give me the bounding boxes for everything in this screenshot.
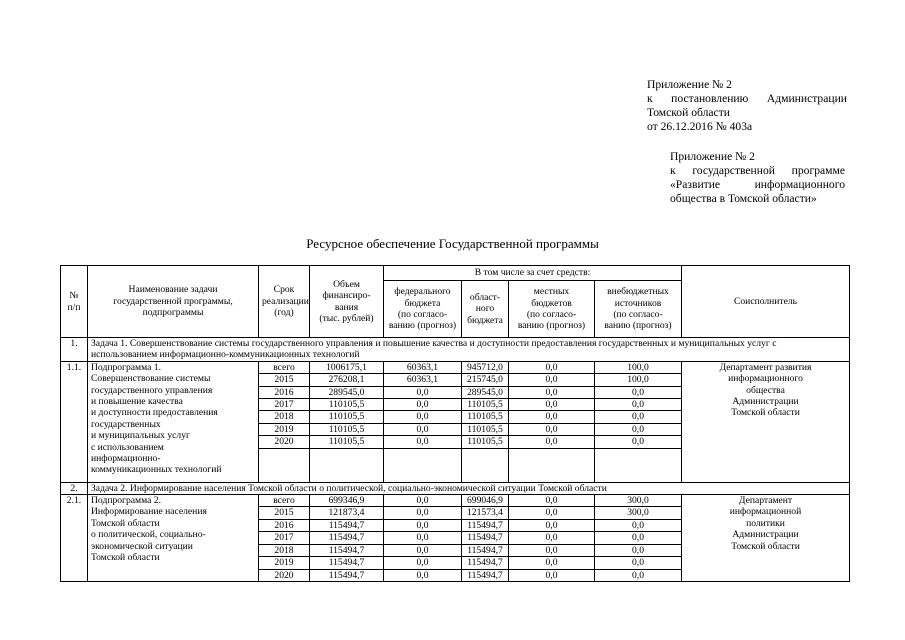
appendix-line: от 26.12.2016 № 403а <box>647 120 753 133</box>
cell-local: 0,0 <box>509 544 595 556</box>
cell-offbudget: 300,0 <box>595 495 682 507</box>
header-num: № п/п <box>61 266 88 338</box>
cell-local: 0,0 <box>509 569 595 581</box>
cell-offbudget: 300,0 <box>595 507 682 519</box>
cell-regional: 121573,4 <box>462 507 509 519</box>
appendix-line: общества в Томской области» <box>670 192 817 205</box>
cell-federal: 0,0 <box>384 386 462 398</box>
cell-offbudget: 0,0 <box>595 569 682 581</box>
cell-local: 0,0 <box>509 519 595 531</box>
task-num: 1. <box>61 338 88 362</box>
header-sources-group: В том числе за счет средств: <box>384 266 682 281</box>
cell-federal: 0,0 <box>384 557 462 569</box>
appendix-line: Приложение № 2 <box>670 150 755 163</box>
cell-local: 0,0 <box>509 386 595 398</box>
task-row <box>61 482 850 494</box>
cell-offbudget: 0,0 <box>595 436 682 448</box>
cell-empty <box>595 448 682 482</box>
table-row <box>61 361 850 373</box>
cell-regional: 115494,7 <box>462 569 509 581</box>
cell-year: 2016 <box>259 386 310 398</box>
header-federal: федерального бюджета (по согласо- ванию (прогноз) <box>384 281 462 338</box>
cell-volume: 121873,4 <box>310 507 384 519</box>
cell-offbudget: 0,0 <box>595 386 682 398</box>
appendix-line: к государственной программе <box>670 164 845 177</box>
cell-regional: 699046,9 <box>462 495 509 507</box>
cell-volume: 276208,1 <box>310 374 384 386</box>
cell-local: 0,0 <box>509 436 595 448</box>
subprogram-num: 1.1. <box>61 361 88 482</box>
cell-federal: 0,0 <box>384 532 462 544</box>
cell-year: 2017 <box>259 399 310 411</box>
subprogram-name: Подпрограмма 2. Информирование населения Томской области о политической, социально- экономической ситуации Томской области <box>88 495 259 582</box>
cell-federal: 0,0 <box>384 544 462 556</box>
cell-volume: 1006175,1 <box>310 361 384 373</box>
cell-volume: 699346,9 <box>310 495 384 507</box>
cell-empty <box>259 448 310 482</box>
cell-empty <box>462 448 509 482</box>
cell-regional: 110105,5 <box>462 423 509 435</box>
header-volume: Объем финансиро- вания (тыс. рублей) <box>310 266 384 338</box>
cell-volume: 115494,7 <box>310 519 384 531</box>
cell-year: 2018 <box>259 544 310 556</box>
cell-empty <box>310 448 384 482</box>
header-term: Срок реализации (год) <box>259 266 310 338</box>
cell-volume: 110105,5 <box>310 423 384 435</box>
cell-regional: 115494,7 <box>462 532 509 544</box>
cell-year: 2018 <box>259 411 310 423</box>
cell-offbudget: 0,0 <box>595 399 682 411</box>
appendix-line: к постановлению Администрации <box>647 92 847 105</box>
cell-local: 0,0 <box>509 361 595 373</box>
cell-offbudget: 0,0 <box>595 519 682 531</box>
cell-federal: 0,0 <box>384 399 462 411</box>
cell-volume: 115494,7 <box>310 569 384 581</box>
cell-year: 2020 <box>259 569 310 581</box>
header-offbudget: внебюджетных источников (по согласо- ванию (прогноз) <box>595 281 682 338</box>
cell-federal: 0,0 <box>384 436 462 448</box>
cell-empty <box>384 448 462 482</box>
cell-local: 0,0 <box>509 507 595 519</box>
cell-regional: 115494,7 <box>462 519 509 531</box>
table-row <box>61 495 850 507</box>
cell-regional: 110105,5 <box>462 411 509 423</box>
cell-federal: 60363,1 <box>384 374 462 386</box>
cell-regional: 115494,7 <box>462 557 509 569</box>
cell-volume: 110105,5 <box>310 399 384 411</box>
cell-year: 2019 <box>259 423 310 435</box>
cell-federal: 0,0 <box>384 507 462 519</box>
cell-local: 0,0 <box>509 411 595 423</box>
task-text: Задача 2. Информирование населения Томской области о политической, социально-экономической ситуации Томской области <box>88 482 850 494</box>
cell-federal: 0,0 <box>384 423 462 435</box>
task-text: Задача 1. Совершенствование системы государственного управления и повышение качества и доступности предоставления государственных и муниципальных услуг с использованием информационно-коммуникационных технологий <box>88 338 850 362</box>
cell-offbudget: 0,0 <box>595 423 682 435</box>
cell-federal: 60363,1 <box>384 361 462 373</box>
cell-federal: 0,0 <box>384 519 462 531</box>
resource-table <box>60 265 850 582</box>
cell-offbudget: 100,0 <box>595 374 682 386</box>
header-executor: Соисполнитель <box>682 266 850 338</box>
cell-year: 2017 <box>259 532 310 544</box>
appendix-to-resolution <box>647 78 847 134</box>
cell-volume: 115494,7 <box>310 544 384 556</box>
appendix-line: «Развитие информационного <box>670 178 845 191</box>
cell-year: 2015 <box>259 507 310 519</box>
cell-local: 0,0 <box>509 532 595 544</box>
cell-volume: 289545,0 <box>310 386 384 398</box>
cell-local: 0,0 <box>509 374 595 386</box>
cell-volume: 115494,7 <box>310 557 384 569</box>
header-local: местных бюджетов (по согласо- ванию (прогноз) <box>509 281 595 338</box>
task-row <box>61 338 850 362</box>
cell-year: всего <box>259 495 310 507</box>
cell-local: 0,0 <box>509 399 595 411</box>
cell-regional: 110105,5 <box>462 436 509 448</box>
cell-volume: 110105,5 <box>310 411 384 423</box>
header-regional: област- ного бюджета <box>462 281 509 338</box>
subprogram-executor: Департамент развития информационного общества Администрации Томской области <box>682 361 850 482</box>
cell-offbudget: 100,0 <box>595 361 682 373</box>
cell-volume: 115494,7 <box>310 532 384 544</box>
cell-year: 2016 <box>259 519 310 531</box>
cell-federal: 0,0 <box>384 411 462 423</box>
cell-empty <box>509 448 595 482</box>
cell-year: 2015 <box>259 374 310 386</box>
cell-federal: 0,0 <box>384 495 462 507</box>
cell-offbudget: 0,0 <box>595 532 682 544</box>
subprogram-name: Подпрограмма 1. Совершенствование системы государственного управления и повышение качества и доступности предоставления государственных и муниципальных услуг с использованием информационно- коммуникационных технологий <box>88 361 259 482</box>
cell-regional: 945712,0 <box>462 361 509 373</box>
cell-regional: 215745,0 <box>462 374 509 386</box>
cell-regional: 115494,7 <box>462 544 509 556</box>
document-title: Ресурсное обеспечение Государственной программы <box>306 236 599 251</box>
cell-regional: 110105,5 <box>462 399 509 411</box>
cell-year: всего <box>259 361 310 373</box>
task-num: 2. <box>61 482 88 494</box>
header-name: Наименование задачи государственной программы, подпрограммы <box>88 266 259 338</box>
cell-offbudget: 0,0 <box>595 411 682 423</box>
subprogram-executor: Департамент информационной политики Администрации Томской области <box>682 495 850 582</box>
cell-year: 2020 <box>259 436 310 448</box>
cell-year: 2019 <box>259 557 310 569</box>
cell-volume: 110105,5 <box>310 436 384 448</box>
appendix-line: Томской области <box>647 106 730 119</box>
cell-offbudget: 0,0 <box>595 557 682 569</box>
cell-offbudget: 0,0 <box>595 544 682 556</box>
cell-local: 0,0 <box>509 557 595 569</box>
appendix-to-program <box>670 150 845 206</box>
subprogram-num: 2.1. <box>61 495 88 582</box>
cell-federal: 0,0 <box>384 569 462 581</box>
cell-local: 0,0 <box>509 495 595 507</box>
cell-local: 0,0 <box>509 423 595 435</box>
cell-regional: 289545,0 <box>462 386 509 398</box>
appendix-line: Приложение № 2 <box>647 78 732 91</box>
header-row <box>61 266 850 281</box>
